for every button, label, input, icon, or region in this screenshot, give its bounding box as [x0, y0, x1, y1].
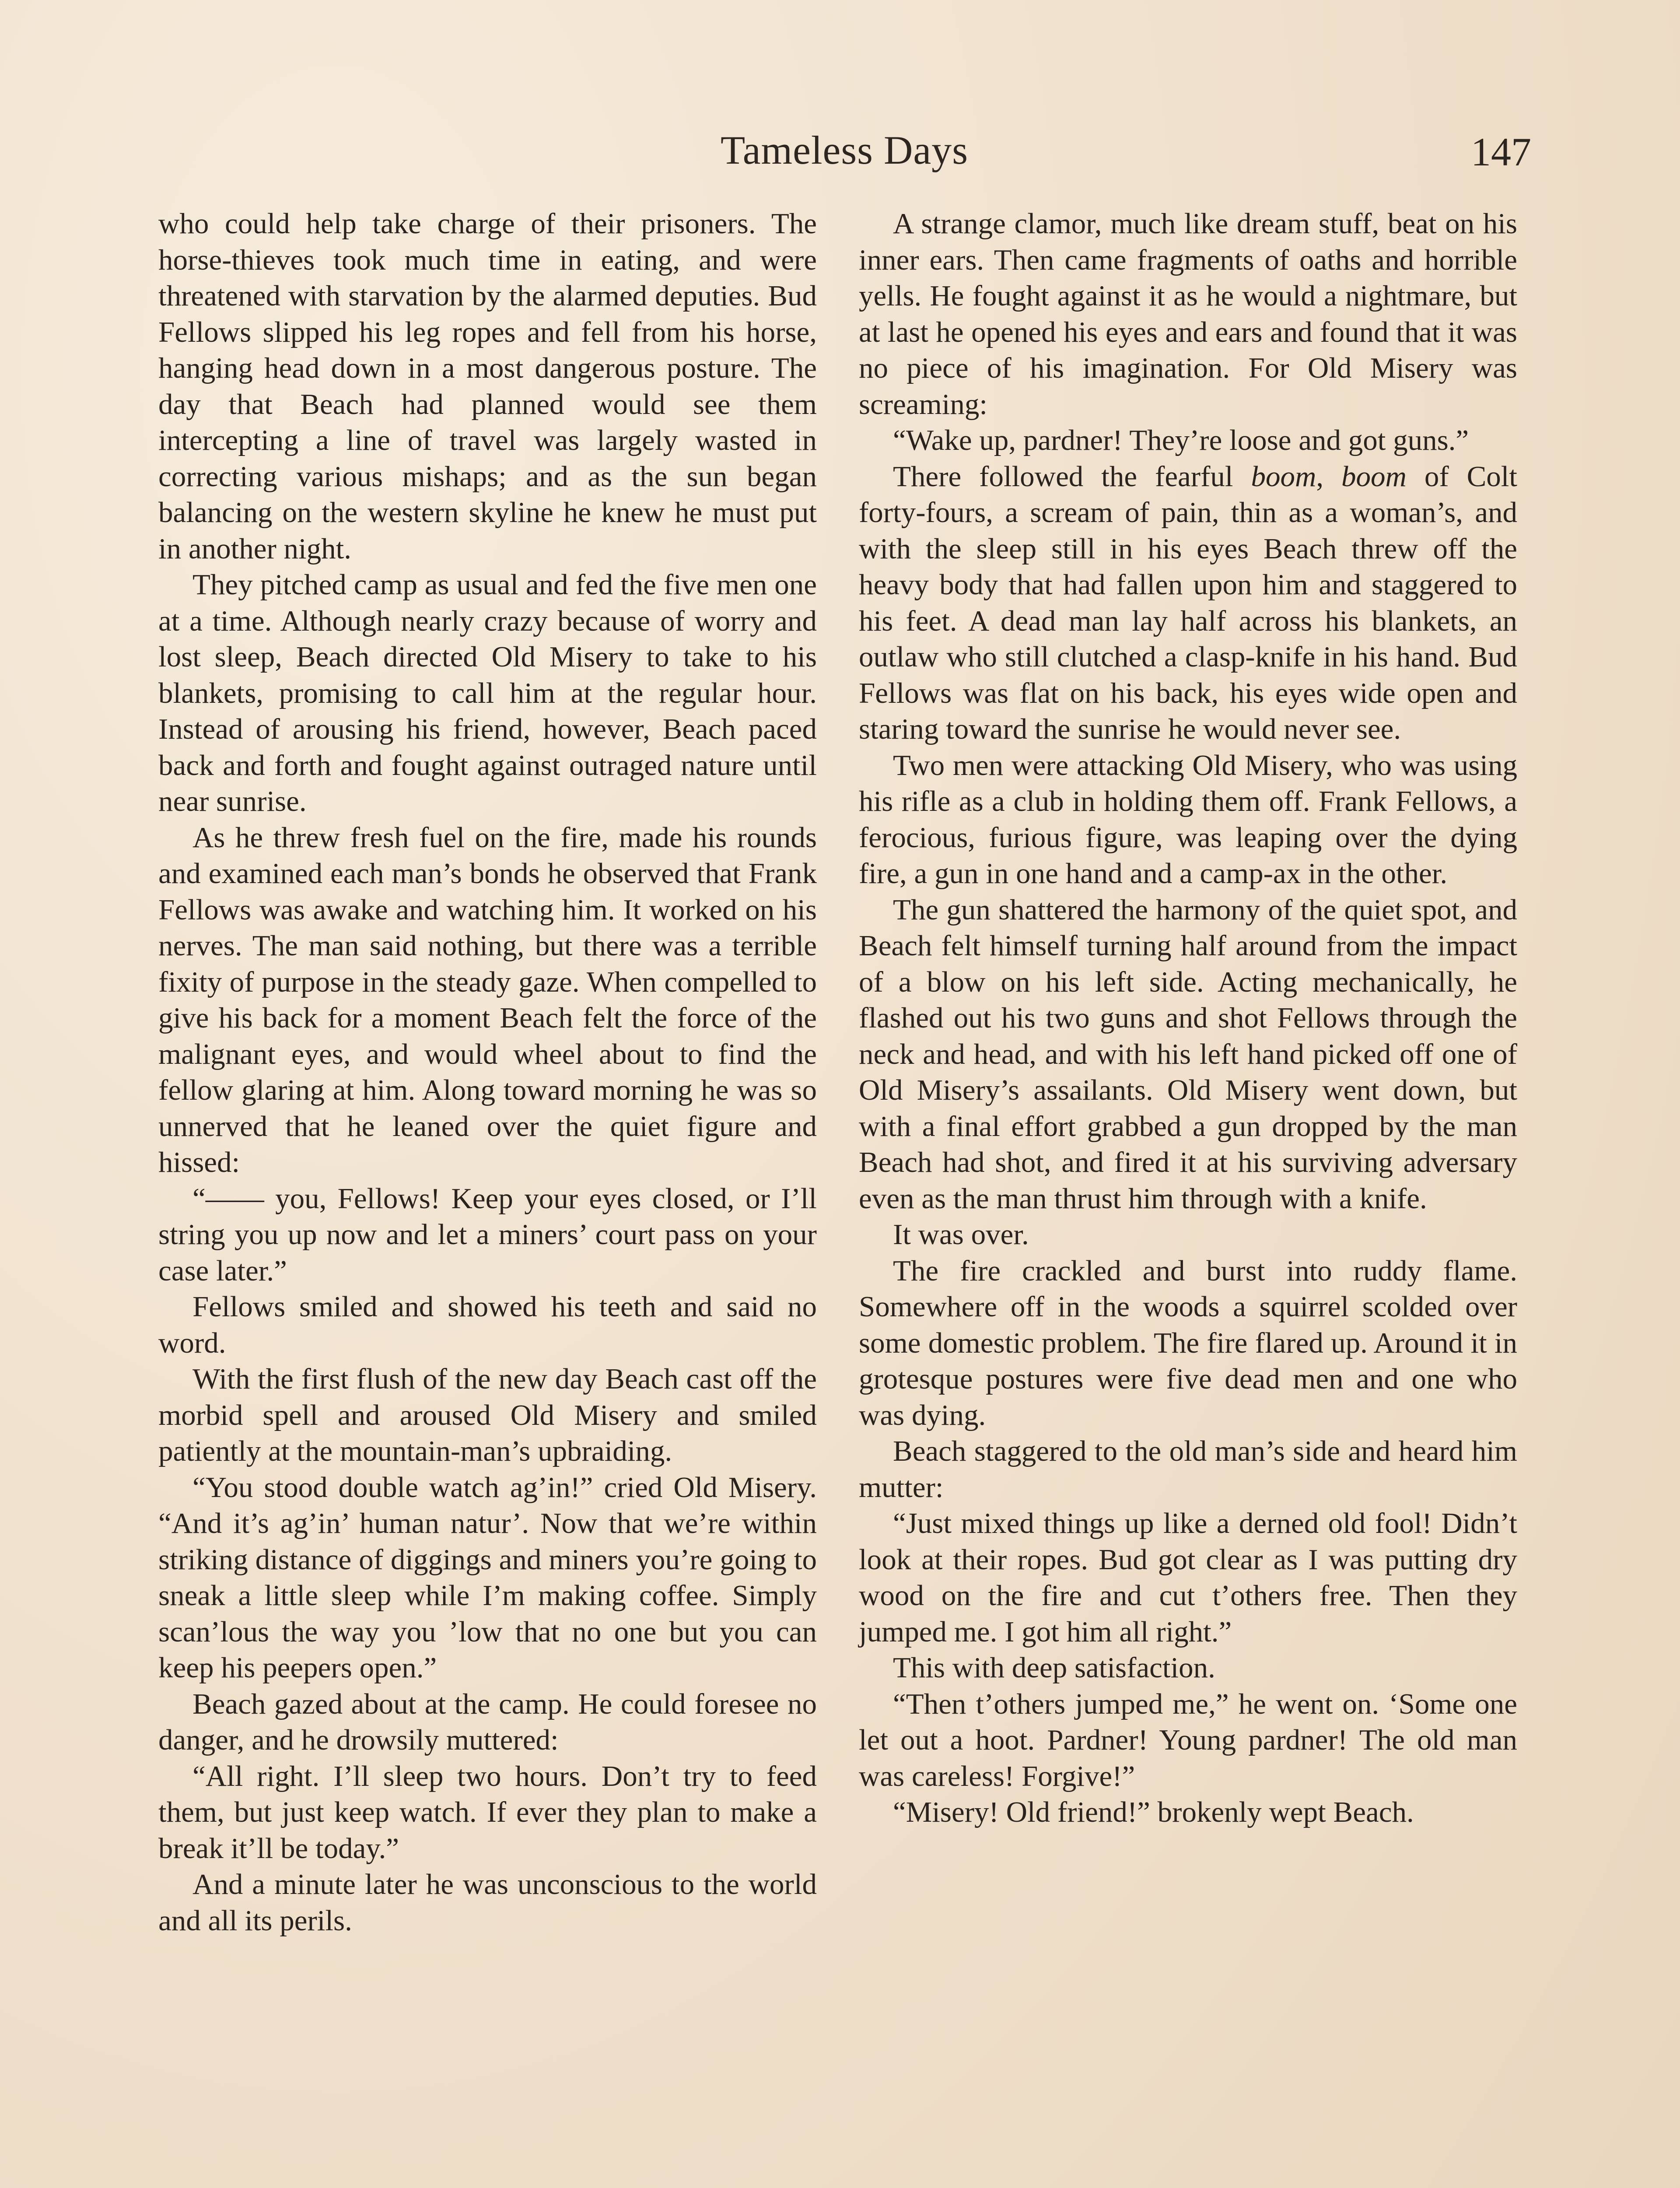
paragraph: “Then t’others jumped me,” he went on. ‘Some one let out a hoot. Pardner! Young pardner! The old man was careless! Forgive!”	[859, 1687, 1517, 1792]
left-column	[158, 206, 817, 1939]
paragraph: who could help take charge of their prisoners. The horse-thieves took much time in eating, and were threatened with starvation by the alarmed deputies. Bud Fellows slipped his leg ropes and fell from his horse, hanging head down in a most dangerous posture. The day that Beach had planned would see them intercepting a line of travel was largely wasted in correcting various mishaps; and as the sun began balancing on the western skyline he knew he must put in another night.	[158, 207, 817, 565]
paragraph: And a minute later he was unconscious to the world and all its perils.	[158, 1868, 817, 1937]
running-title: Tameless Days	[720, 128, 969, 172]
paragraph: Fellows smiled and showed his teeth and said no word.	[158, 1290, 817, 1359]
italic-boom: boom	[1341, 460, 1407, 493]
page-header	[158, 118, 1531, 184]
paragraph: The fire crackled and burst into ruddy flame. Somewhere off in the woods a squirrel scolded over some domestic problem. The fire flared up. Around it in grotesque postures were five dead men and one who was dying.	[859, 1254, 1517, 1431]
paragraph: This with deep satisfaction.	[893, 1652, 1215, 1684]
paragraph: “Wake up, pardner! They’re loose and got guns.”	[893, 424, 1469, 456]
italic-boom: boom	[1251, 460, 1316, 493]
text-run: There followed the fearful	[893, 460, 1251, 493]
paragraph: The gun shattered the harmony of the quiet spot, and Beach felt himself turning half around from the impact of a blow on his left side. Acting mechanically, he flashed out his two guns and shot Fellows through the neck and head, and with his left hand picked off one of Old Misery’s assailants. Old Misery went down, but with a final effort grabbed a gun dropped by the man Beach had shot, and fired it at his surviving adversary even as the man thrust him through with a knife.	[859, 893, 1517, 1215]
paragraph: “Misery! Old friend!” brokenly wept Beach.	[893, 1796, 1414, 1828]
paragraph: Beach staggered to the old man’s side and heard him mutter:	[859, 1435, 1517, 1504]
text-run: of Colt forty-fours, a scream of pain, thin as a woman’s, and with the sleep still in his eyes Beach threw off the heavy body that had fallen upon him and staggered to his feet. A dead man lay half across his blankets, an outlaw who still clutched a clasp-knife in his hand. Bud Fellows was flat on his back, his eyes wide open and staring toward the sunrise he would never see.	[859, 460, 1517, 745]
paragraph: With the first flush of the new day Beach cast off the morbid spell and aroused Old Misery and smiled patiently at the mountain-man’s upbraiding.	[158, 1363, 817, 1467]
paragraph: Two men were attacking Old Misery, who was using his rifle as a club in holding them off. Frank Fellows, a ferocious, furious figure, was leaping over the dying fire, a gun in one hand and a camp-ax in the other.	[859, 749, 1517, 890]
paragraph: It was over.	[893, 1218, 1029, 1251]
page-number: 147	[1471, 130, 1531, 174]
paragraph: “All right. I’ll sleep two hours. Don’t try to feed them, but just keep watch. If ever they plan to make a break it’ll be today.”	[158, 1760, 817, 1865]
paragraph: A strange clamor, much like dream stuff, beat on his inner ears. Then came fragments of oaths and horrible yells. He fought against it as he would a nightmare, but at last he opened his eyes and ears and found that it was no piece of his imagination. For Old Misery was screaming:	[859, 207, 1517, 421]
paragraph: As he threw fresh fuel on the fire, made his rounds and examined each man’s bonds he observed that Frank Fellows was awake and watching him. It worked on his nerves. The man said nothing, but there was a terrible fixity of purpose in the steady gaze. When compelled to give his back for a moment Beach felt the force of the malignant eyes, and would wheel about to find the fellow glaring at him. Along toward morning he was so unnerved that he leaned over the quiet figure and hissed:	[158, 821, 817, 1178]
paragraph: “—— you, Fellows! Keep your eyes closed, or I’ll string you up now and let a miners’ court pass on your case later.”	[158, 1182, 817, 1287]
right-column	[859, 206, 1517, 1830]
paragraph: They pitched camp as usual and fed the five men one at a time. Although nearly crazy because of worry and lost sleep, Beach directed Old Misery to take to his blankets, promising to call him at the regular hour. Instead of arousing his friend, however, Beach paced back and forth and fought against outraged nature until near sunrise.	[158, 568, 817, 817]
paragraph: “You stood double watch ag’in!” cried Old Misery. “And it’s ag’in’ human natur’. Now that we’re within striking distance of diggings and miners you’re going to sneak a little sleep while I’m making coffee. Simply scan’lous the way you ’low that no one but you can keep his peepers open.”	[158, 1471, 817, 1684]
text-run: ,	[1316, 460, 1342, 493]
paragraph	[859, 459, 1517, 747]
paragraph: Beach gazed about at the camp. He could foresee no danger, and he drowsily muttered:	[158, 1687, 817, 1756]
paragraph: “Just mixed things up like a derned old fool! Didn’t look at their ropes. Bud got clear as I was putting dry wood on the fire and cut t’others free. Then they jumped me. I got him all right.”	[859, 1507, 1517, 1648]
